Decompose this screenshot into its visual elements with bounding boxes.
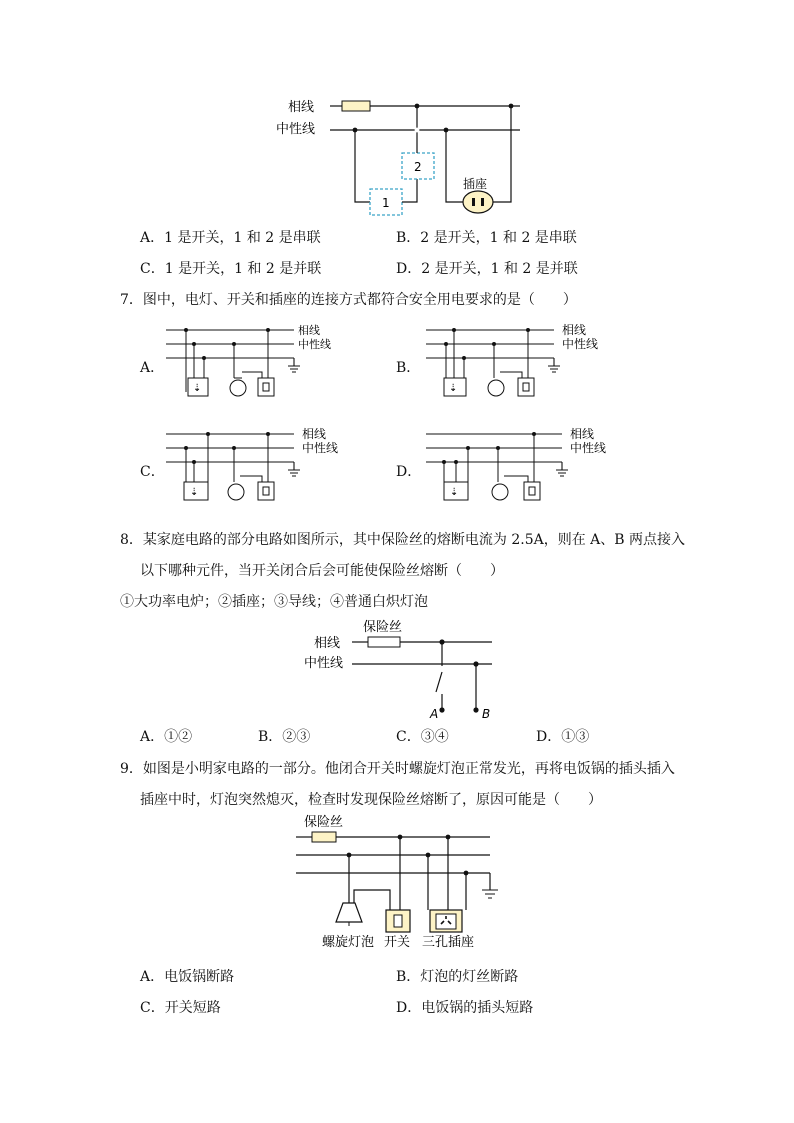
q6-fuse xyxy=(342,101,370,111)
q6-option-d: D．2 是开关，1 和 2 是并联 xyxy=(396,261,578,277)
q9-bulb-icon xyxy=(336,903,362,922)
q7-panel-c-diagram xyxy=(164,426,344,516)
q6-socket-icon xyxy=(463,191,493,213)
svg-text:⇣: ⇣ xyxy=(190,487,199,498)
q8-option-d: D．①③ xyxy=(536,729,590,745)
q6-option-c: C．1 是开关，1 和 2 是并联 xyxy=(140,261,322,277)
svg-text:⇣: ⇣ xyxy=(450,487,459,498)
q7-panel-d-live-label: 相线 xyxy=(570,427,595,441)
q9-option-a: A．电饭锅断路 xyxy=(140,969,235,985)
q7-panel-b-live-label: 相线 xyxy=(562,323,587,337)
q8-option-b: B．②③ xyxy=(258,729,311,745)
q7-panel-b-diagram xyxy=(424,322,614,412)
q7-stem: 7．图中，电灯、开关和插座的连接方式都符合安全用电要求的是（ ） xyxy=(120,292,577,308)
q7-panel-c-neutral-label: 中性线 xyxy=(302,441,339,455)
q7-panel-a-letter: A． xyxy=(140,360,165,376)
q8-point-b-label: B xyxy=(482,707,491,720)
q9-option-c: C．开关短路 xyxy=(140,1000,221,1016)
q8-point-a-label: A xyxy=(430,707,439,720)
q9-option-d: D．电饭锅的插头短路 xyxy=(396,1000,534,1016)
q9-fuse xyxy=(312,832,336,842)
q7-panel-c-live-label: 相线 xyxy=(302,427,327,441)
q8-stem-line2: 以下哪种元件，当开关闭合后会可能使保险丝熔断（ ） xyxy=(140,563,504,579)
q6-live-label: 相线 xyxy=(288,100,315,115)
q8-stem-line1: 8．某家庭电路的部分电路如图所示，其中保险丝的熔断电流为 2.5A，则在 A、B 两点接入 xyxy=(120,532,686,548)
q8-neutral-label: 中性线 xyxy=(304,656,344,671)
q7-panel-d-neutral-label: 中性线 xyxy=(570,441,607,455)
q9-switch-label: 开关 xyxy=(384,935,411,950)
q8-item-list: ①大功率电炉；②插座；③导线；④普通白炽灯泡 xyxy=(120,594,428,610)
q7-panel-a-neutral-label: 中性线 xyxy=(298,338,331,351)
q8-fuse xyxy=(368,637,400,647)
q9-socket-label: 三孔插座 xyxy=(422,935,475,950)
q7-panel-b-neutral-label: 中性线 xyxy=(562,337,599,351)
q7-panel-d-letter: D． xyxy=(396,464,422,480)
q8-live-label: 相线 xyxy=(314,636,341,651)
q8-option-a: A．①② xyxy=(140,729,193,745)
q9-fuse-label: 保险丝 xyxy=(304,815,344,830)
q9-stem-line1: 9．如图是小明家电路的一部分。他闭合开关时螺旋灯泡正常发光，再将电饭锅的插头插入 xyxy=(120,761,675,777)
q6-neutral-label: 中性线 xyxy=(276,122,316,137)
q7-panel-a-diagram xyxy=(164,322,344,412)
q8-point-a xyxy=(439,707,444,712)
q9-bulb-label: 螺旋灯泡 xyxy=(322,935,375,950)
q6-component-2-label: 2 xyxy=(414,160,422,174)
q8-option-c: C．③④ xyxy=(396,729,449,745)
q7-panel-c-letter: C． xyxy=(140,464,165,480)
q6-option-a: A．1 是开关，1 和 2 是串联 xyxy=(140,230,321,246)
q7-panel-d-diagram xyxy=(424,426,614,516)
q6-socket-label: 插座 xyxy=(463,177,488,191)
q6-circuit-diagram xyxy=(270,95,530,220)
q8-fuse-label: 保险丝 xyxy=(363,620,403,635)
q9-circuit-diagram xyxy=(290,810,510,960)
q9-option-b: B．灯泡的灯丝断路 xyxy=(396,969,519,985)
q8-circuit-diagram xyxy=(296,616,506,720)
q6-option-b: B．2 是开关，1 和 2 是串联 xyxy=(396,230,577,246)
q8-switch xyxy=(436,672,442,692)
svg-text:⇣: ⇣ xyxy=(193,383,202,394)
q9-stem-line2: 插座中时，灯泡突然熄灭，检查时发现保险丝熔断了，原因可能是（ ） xyxy=(140,792,602,808)
q7-panel-b-letter: B． xyxy=(396,360,421,376)
q6-component-1-label: 1 xyxy=(382,196,390,210)
q7-panel-a-live-label: 相线 xyxy=(298,324,320,337)
q8-point-b xyxy=(473,707,478,712)
svg-text:⇣: ⇣ xyxy=(449,383,458,394)
